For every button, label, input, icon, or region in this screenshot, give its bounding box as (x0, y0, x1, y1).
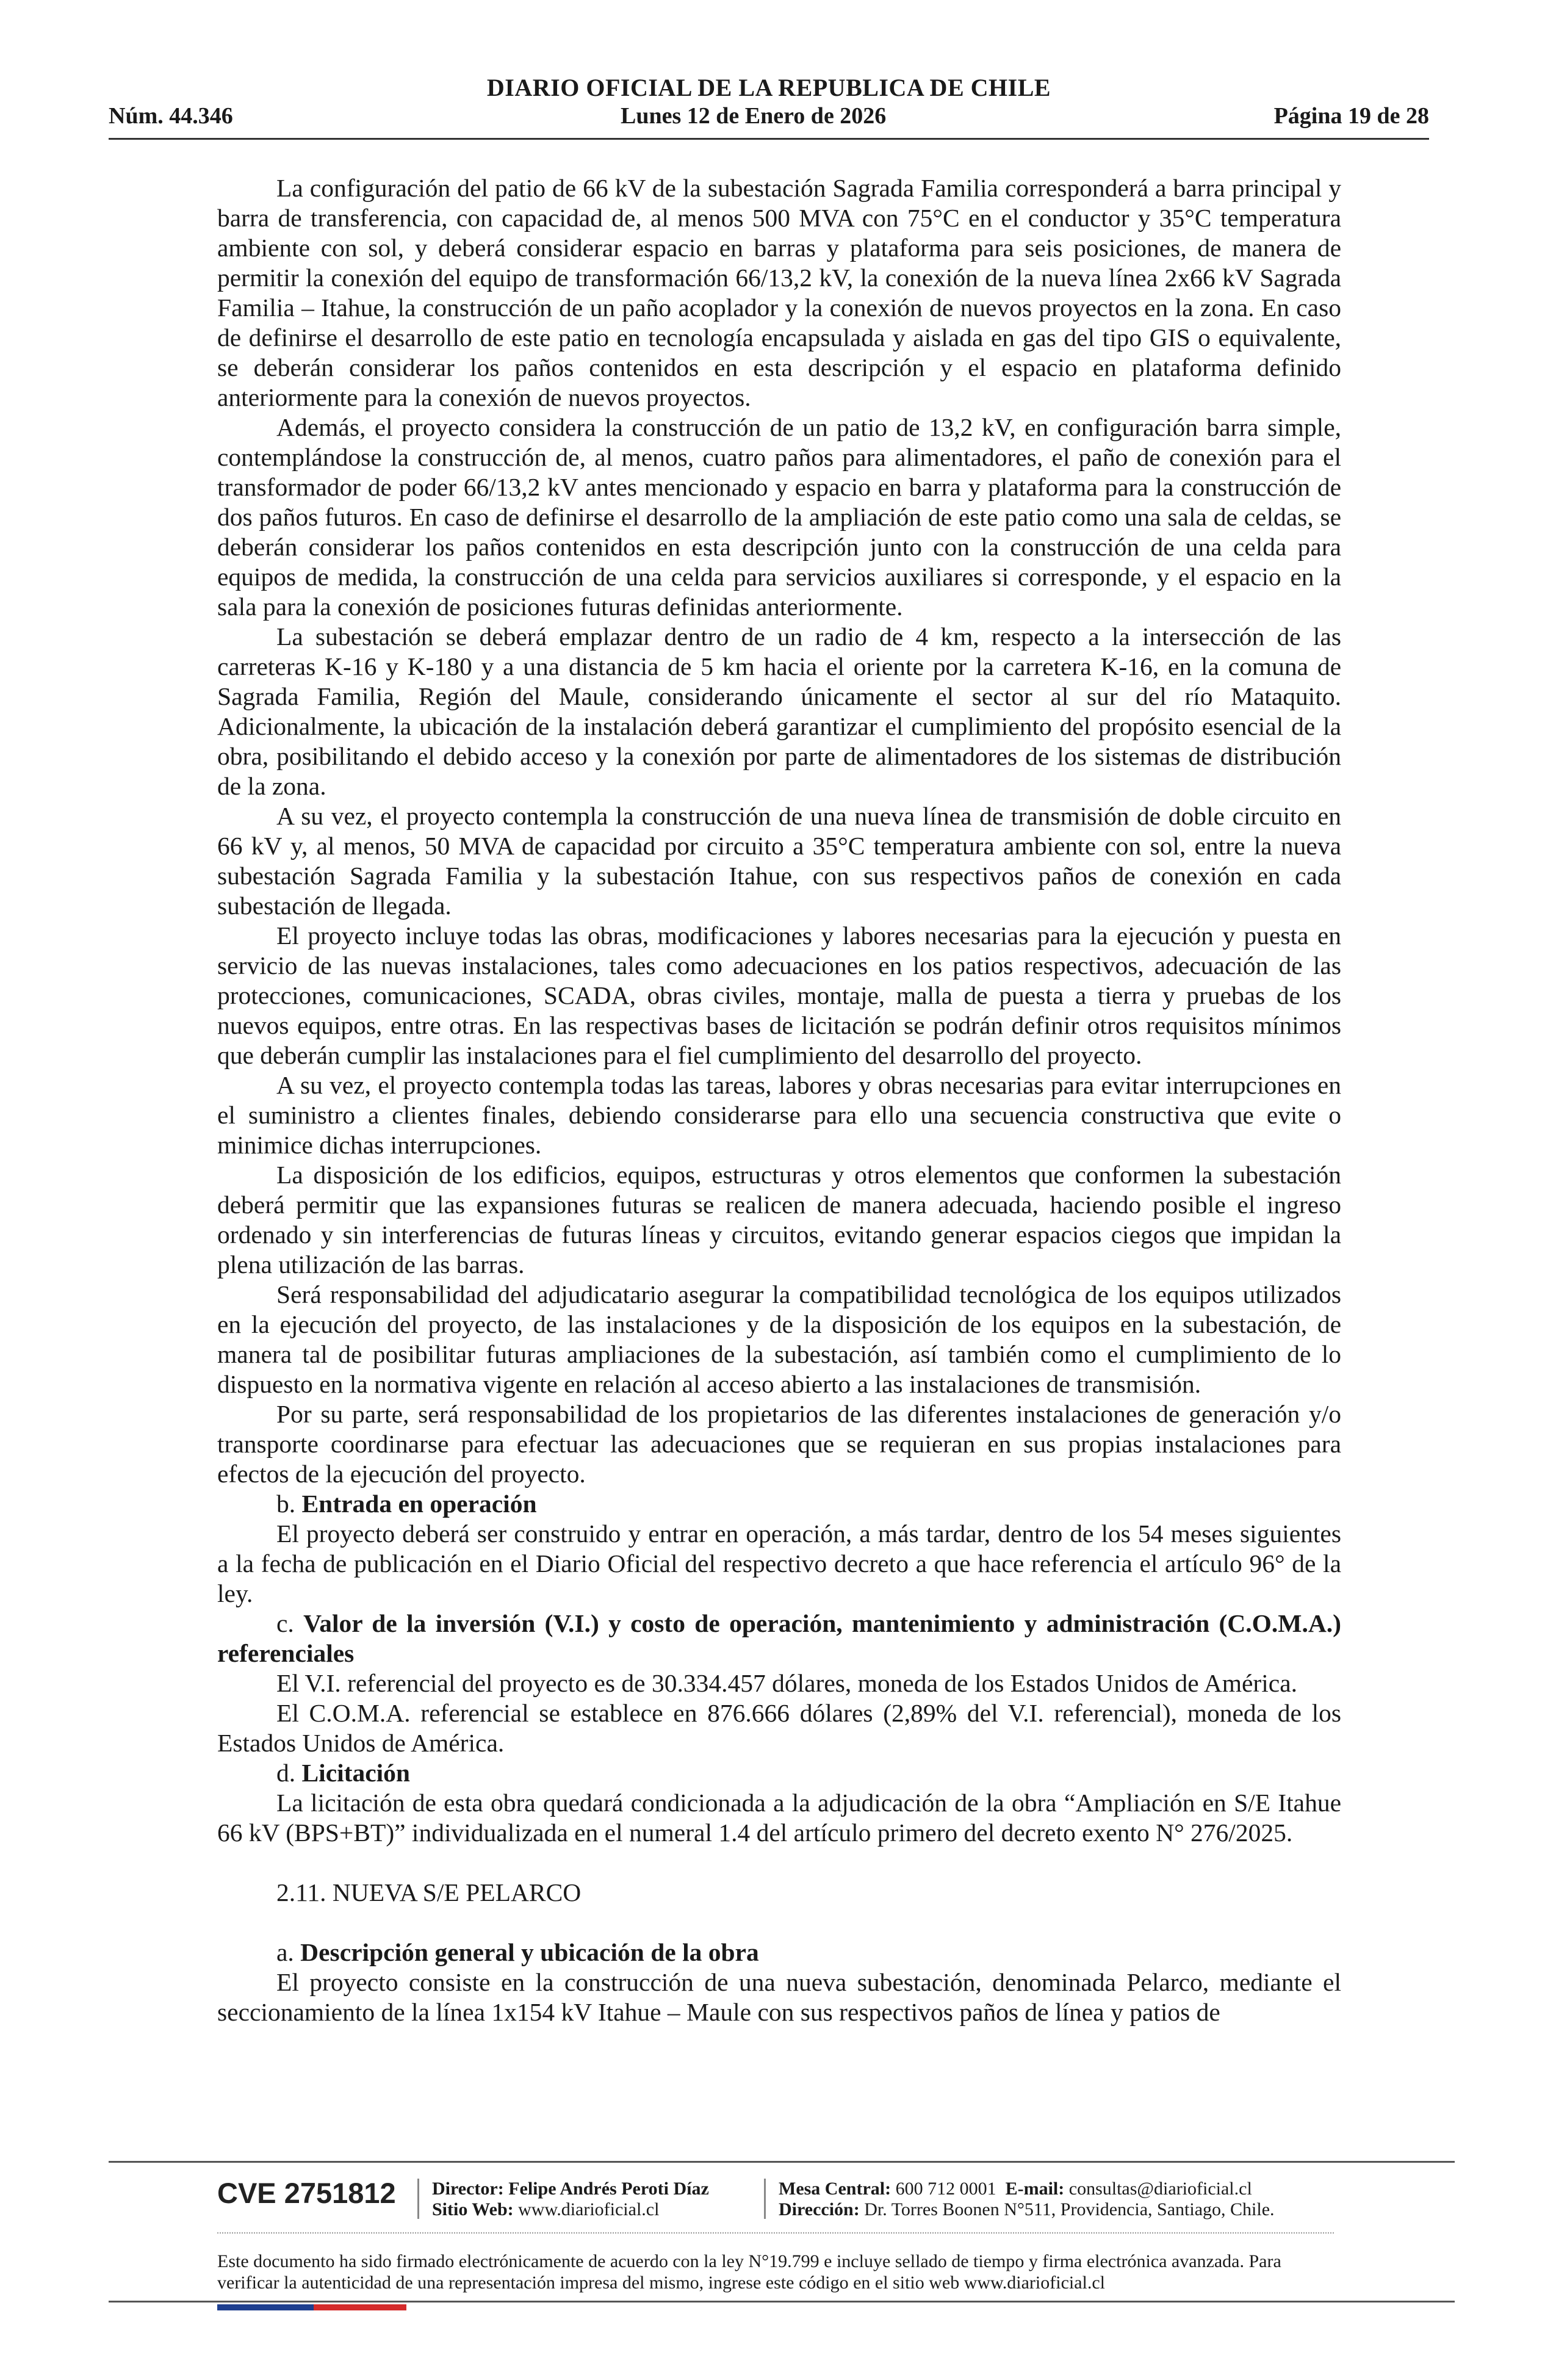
subheading-title: Entrada en operación (301, 1490, 537, 1518)
email-link[interactable]: consultas@diarioficial.cl (1068, 2179, 1252, 2199)
paragraph: A su vez, el proyecto contempla todas las tareas, labores y obras necesarias para evitar interrupciones en el suministro a clientes finales, debiendo considerarse para ello una secuencia constructiva que evite o minimice dichas interrupciones. (217, 1071, 1341, 1159)
issue-number: Núm. 44.346 (109, 103, 233, 129)
paragraph: El C.O.M.A. referencial se establece en 876.666 dólares (2,89% del V.I. referencial), moneda de los Estados Unidos de América. (217, 1699, 1341, 1757)
footer-dotted-divider (217, 2232, 1334, 2234)
website-label: Sitio Web: (432, 2199, 514, 2220)
header-divider (109, 138, 1429, 140)
subheading-a (217, 1938, 1341, 1967)
address: Dr. Torres Boonen N°511, Providencia, Santiago, Chile. (864, 2199, 1275, 2220)
paragraph: Además, el proyecto considera la construcción de un patio de 13,2 kV, en configuración barra simple, contemplándose la construcción de, al menos, cuatro paños para alimentadores, el paño de conexión para el transformador de poder 66/13,2 kV antes mencionado y espacio en barra y plataforma para la construcción de dos paños futuros. En caso de definirse el desarrollo de la ampliación de este patio como una sala de celdas, se deberán considerar los paños contenidos en esta descripción junto con la construcción de una celda para equipos de medida, la construcción de una celda para servicios auxiliares si corresponde, y el espacio en la sala para la conexión de posiciones futuras definidas anteriormente. (217, 413, 1341, 621)
page-number: Página 19 de 28 (1273, 103, 1429, 129)
footer-separator (764, 2179, 766, 2219)
flag-stripe-blue (217, 2304, 314, 2310)
paragraph: La licitación de esta obra quedará condicionada a la adjudicación de la obra “Ampliación en S/E Itahue 66 kV (BPS+BT)” individualizada en el numeral 1.4 del artículo primero del decreto exento N° 276/2025. (217, 1789, 1341, 1847)
paragraph: Será responsabilidad del adjudicatario asegurar la compatibilidad tecnológica de los equipos utilizados en la ejecución del proyecto, de las instalaciones y de la disposición de los equipos en la subestación, de manera tal de posibilitar futuras ampliaciones de la subestación, así también como el cumplimiento de lo dispuesto en la normativa vigente en relación al acceso abierto a las instalaciones de transmisión. (217, 1280, 1341, 1398)
director-label: Director: (432, 2179, 504, 2199)
subheading-c (217, 1609, 1341, 1668)
document-body (217, 173, 1341, 2027)
footer-director-block (432, 2179, 709, 2220)
subheading-d (217, 1758, 1341, 1788)
mesa-label: Mesa Central: (779, 2179, 891, 2199)
subheading-letter: a. (276, 1938, 294, 1966)
paragraph: El proyecto deberá ser construido y entrar en operación, a más tardar, dentro de los 54 meses siguientes a la fecha de publicación en el Diario Oficial del respectivo decreto a que hace referencia el artículo 96° de la ley. (217, 1520, 1341, 1607)
address-label: Dirección: (779, 2199, 860, 2220)
footer-contact-block (779, 2179, 1275, 2220)
subheading-letter: b. (276, 1490, 296, 1518)
paragraph: El proyecto consiste en la construcción de una nueva subestación, denominada Pelarco, mediante el seccionamiento de la línea 1x154 kV Itahue – Maule con sus respectivos paños de línea y patios de (217, 1968, 1341, 2026)
phone-number: 600 712 0001 (895, 2179, 996, 2199)
cve-code: CVE 2751812 (217, 2177, 396, 2209)
footer-separator (417, 2179, 419, 2219)
subheading-letter: c. (276, 1609, 294, 1637)
paragraph: Por su parte, será responsabilidad de los propietarios de las diferentes instalaciones de generación y/o transporte coordinarse para efectuar las adecuaciones que se requieran en sus propias instalaciones para efectos de la ejecución del proyecto. (217, 1400, 1341, 1488)
flag-stripe-red (314, 2304, 406, 2310)
subheading-title: Descripción general y ubicación de la obra (300, 1938, 759, 1966)
paragraph: El V.I. referencial del proyecto es de 30.334.457 dólares, moneda de los Estados Unidos de América. (276, 1669, 1297, 1697)
section-heading: 2.11. NUEVA S/E PELARCO (276, 1878, 582, 1906)
paragraph: A su vez, el proyecto contempla la construcción de una nueva línea de transmisión de doble circuito en 66 kV y, al menos, 50 MVA de capacidad por circuito a 35°C temperatura ambiente con sol, entre la nueva subestación Sagrada Familia y la subestación Itahue, con sus respectivos paños de conexión en cada subestación de llegada. (217, 802, 1341, 920)
publication-title: DIARIO OFICIAL DE LA REPUBLICA DE CHILE (486, 74, 1051, 101)
footer-divider (109, 2161, 1455, 2163)
paragraph: La configuración del patio de 66 kV de la subestación Sagrada Familia corresponderá a barra principal y barra de transferencia, con capacidad de, al menos 500 MVA con 75°C en el conductor y 35°C temperatura ambiente con sol, y deberá considerar espacio en barras y plataforma para seis posiciones, de manera de permitir la conexión del equipo de transformación 66/13,2 kV, la conexión de la nueva línea 2x66 kV Sagrada Familia – Itahue, la construcción de un paño acoplador y la conexión de nuevos proyectos en la zona. En caso de definirse el desarrollo de este patio en tecnología encapsulada y aislada en gas del tipo GIS o equivalente, se deberán considerar los paños contenidos en esta descripción y el espacio en plataforma definido anteriormente para la conexión de nuevos proyectos. (217, 174, 1341, 411)
subheading-b (217, 1489, 1341, 1519)
header-meta-row (109, 103, 1429, 129)
paragraph: La subestación se deberá emplazar dentro de un radio de 4 km, respecto a la intersección de las carreteras K-16 y K-180 y a una distancia de 5 km hacia el oriente por la carretera K-16, en la comuna de Sagrada Familia, Región del Maule, considerando únicamente el sector al sur del río Mataquito. Adicionalmente, la ubicación de la instalación deberá garantizar el cumplimiento del propósito esencial de la obra, posibilitando el debido acceso y la conexión por parte de alimentadores de los sistemas de distribución de la zona. (217, 622, 1341, 800)
subheading-title: Licitación (301, 1759, 411, 1787)
director-name: Felipe Andrés Peroti Díaz (508, 2179, 709, 2199)
footer-bottom-divider (109, 2301, 1455, 2302)
email-label: E-mail: (1005, 2179, 1065, 2199)
website-link[interactable]: www.diarioficial.cl (518, 2199, 660, 2220)
issue-date: Lunes 12 de Enero de 2026 (621, 103, 887, 129)
subheading-title: Valor de la inversión (V.I.) y costo de operación, mantenimiento y administración (C.O.M.A.) referenciales (217, 1609, 1341, 1667)
subheading-letter: d. (276, 1759, 296, 1787)
footer-legal-notice: Este documento ha sido firmado electrónicamente de acuerdo con la ley N°19.799 e incluye sellado de tiempo y firma electrónica avanzada. Para verificar la autenticidad de una representación impresa del mismo, ingrese este código en el sitio web www.diarioficial.cl (217, 2251, 1281, 2293)
paragraph: El proyecto incluye todas las obras, modificaciones y labores necesarias para la ejecución y puesta en servicio de las nuevas instalaciones, tales como adecuaciones en los patios respectivos, adecuación de las protecciones, comunicaciones, SCADA, obras civiles, montaje, malla de puesta a tierra y pruebas de los nuevos equipos, entre otras. En las respectivas bases de licitación se podrán definir otros requisitos mínimos que deberán cumplir las instalaciones para el fiel cumplimiento del desarrollo del proyecto. (217, 921, 1341, 1069)
paragraph: La disposición de los edificios, equipos, estructuras y otros elementos que conformen la subestación deberá permitir que las expansiones futuras se realicen de manera adecuada, haciendo posible el ingreso ordenado y sin interferencias de futuras líneas y circuitos, evitando generar espacios ciegos que impidan la plena utilización de las barras. (217, 1161, 1341, 1278)
